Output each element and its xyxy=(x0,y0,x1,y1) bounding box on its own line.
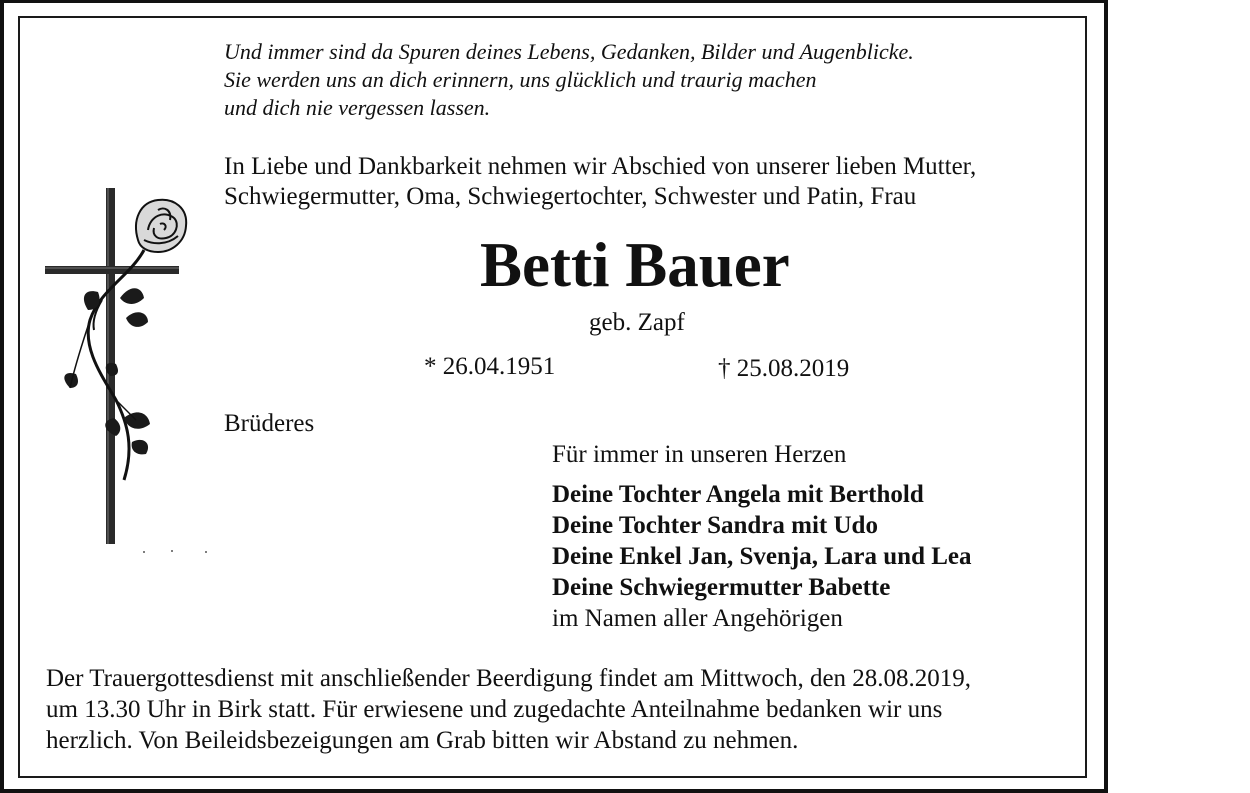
service-notice-line-3: herzlich. Von Beileidsbezeigungen am Grab bitten wir Abstand zu nehmen. xyxy=(46,727,799,754)
motto: Für immer in unseren Herzen xyxy=(552,441,847,468)
poem-line-3: und dich nie vergessen lassen. xyxy=(224,95,491,120)
intro-line-1: In Liebe und Dankbarkeit nehmen wir Abschied von unserer lieben Mutter, xyxy=(224,153,977,180)
birth-name: geb. Zapf xyxy=(589,309,685,336)
closing-line: im Namen aller Angehörigen xyxy=(552,605,843,632)
death-date: † 25.08.2019 xyxy=(718,355,850,382)
poem-line-2: Sie werden uns an dich erinnern, uns glücklich und traurig machen xyxy=(224,67,817,92)
place-name: Brüderes xyxy=(224,410,315,437)
poem-line-1: Und immer sind da Spuren deines Lebens, Gedanken, Bilder und Augenblicke. xyxy=(224,39,914,64)
mourner-name: Deine Schwiegermutter Babette xyxy=(552,574,891,601)
service-notice-line-2: um 13.30 Uhr in Birk statt. Für erwiesene und zugedachte Anteilnahme bedanken wir uns xyxy=(46,696,943,723)
deceased-name: Betti Bauer xyxy=(480,230,790,300)
cross-with-rose-icon xyxy=(40,180,220,560)
mourner-name: Deine Tochter Sandra mit Udo xyxy=(552,512,878,539)
service-notice-line-1: Der Trauergottesdienst mit anschließender Beerdigung findet am Mittwoch, den 28.08.2019, xyxy=(46,665,972,692)
mourner-name: Deine Tochter Angela mit Berthold xyxy=(552,481,924,508)
mourner-name: Deine Enkel Jan, Svenja, Lara und Lea xyxy=(552,543,972,570)
intro-line-2: Schwiegermutter, Oma, Schwiegertochter, Schwester und Patin, Frau xyxy=(224,183,917,210)
birth-date: * 26.04.1951 xyxy=(424,353,556,380)
